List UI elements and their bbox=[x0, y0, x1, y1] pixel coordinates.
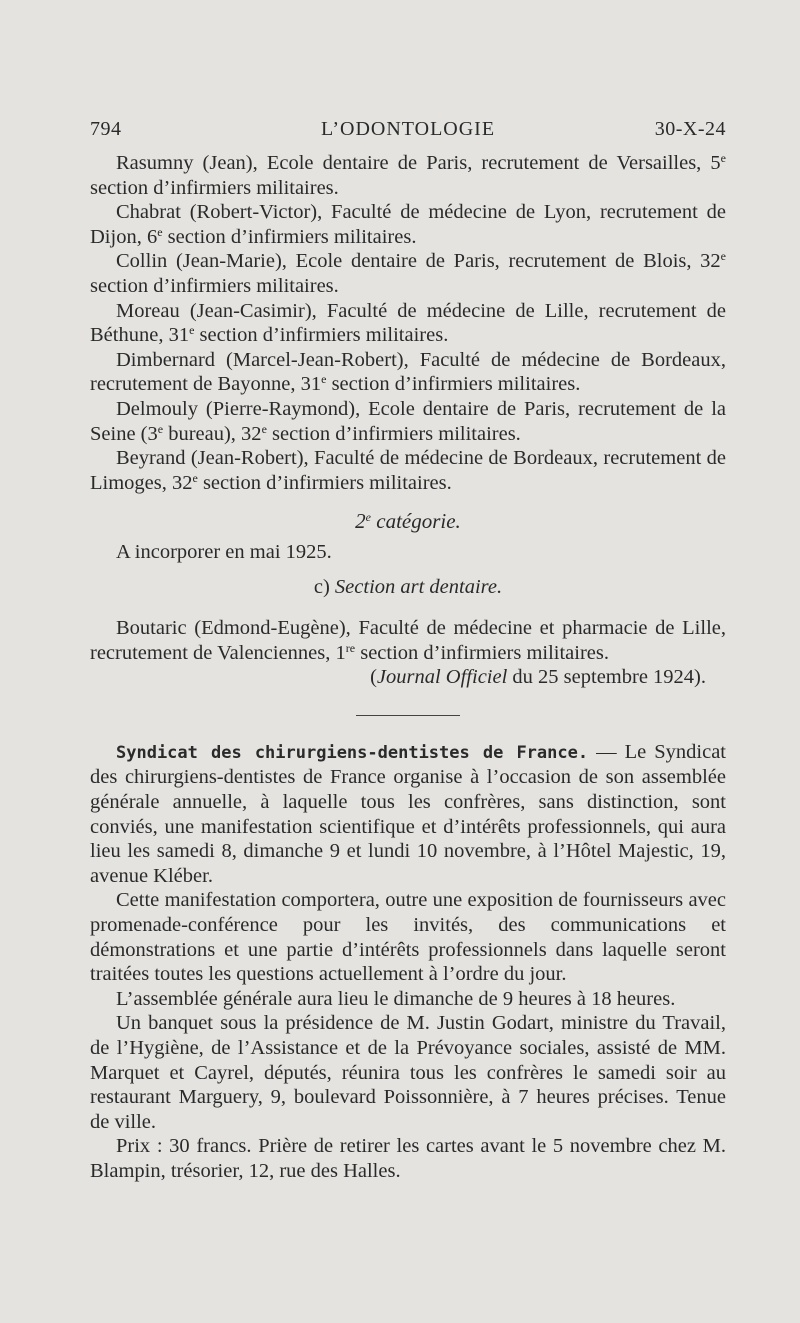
conscript-entry: Collin (Jean-Marie), Ecole dentaire de Paris, recrutement de Blois, 32e section d’infirmiers militaires. bbox=[90, 249, 726, 297]
conscript-entry: Chabrat (Robert-Victor), Faculté de médecine de Lyon, recrutement de Dijon, 6e section d’infirmiers militaires. bbox=[90, 201, 726, 248]
entry-list bbox=[90, 151, 726, 495]
syndicat-paragraph: Prix : 30 francs. Prière de retirer les cartes avant le 5 novembre chez M. Blampin, trésorier, 12, rue des Halles. bbox=[90, 1135, 726, 1182]
conscript-entry: Dimbernard (Marcel-Jean-Robert), Faculté de médecine de Bordeaux, recrutement de Bayonne, 31e section d’infirmiers militaires. bbox=[90, 348, 726, 396]
source-citation: (Journal Officiel du 25 septembre 1924). bbox=[370, 666, 706, 689]
syndicat-title: Syndicat des chirurgiens-dentistes de France. bbox=[116, 742, 589, 763]
conscript-entry: Rasumny (Jean), Ecole dentaire de Paris, recrutement de Versailles, 5e section d’infirmiers militaires. bbox=[90, 151, 726, 199]
page-body bbox=[90, 151, 726, 1184]
boutaric-entry: Boutaric (Edmond-Eugène), Faculté de médecine et pharmacie de Lille, recrutement de Valenciennes, 1re section d’infirmiers militaires. bbox=[90, 617, 726, 664]
incorporate-line: A incorporer en mai 1925. bbox=[116, 540, 332, 563]
syndicat-intro: Syndicat des chirurgiens-dentistes de France. — Le Syndicat des chirurgiens-dentistes de France organise à l’occasion de son assemblée générale annuelle, à laquelle tous les confrères, sans distinction, sont conviés, une manifestation scientifique et d’intérêts professionnels, qui aura lieu les samedi 8, dimanche 9 et lundi 10 novembre, à l’Hôtel Majestic, 19, avenue Kléber. bbox=[90, 740, 726, 887]
syndicat-paragraphs bbox=[90, 888, 726, 1183]
syndicat-paragraph: Un banquet sous la présidence de M. Justin Godart, ministre du Travail, de l’Hygiène, de l’Assistance et de la Prévoyance sociales, assisté de MM. Marquet et Cayrel, députés, réunira tous les confrères le samedi soir au restaurant Marguery, 9, boulevard Poissonnière, à 7 heures précises. Tenue de ville. bbox=[90, 1012, 726, 1133]
category-heading: 2e catégorie. bbox=[355, 509, 461, 534]
issue-date: 30-X-24 bbox=[654, 118, 726, 140]
syndicat-paragraph: L’assemblée générale aura lieu le dimanche de 9 heures à 18 heures. bbox=[116, 987, 676, 1010]
section-divider bbox=[356, 715, 460, 716]
section-heading: c) Section art dentaire. bbox=[313, 575, 503, 598]
conscript-entry: Moreau (Jean-Casimir), Faculté de médecine de Lille, recrutement de Béthune, 31e section d’infirmiers militaires. bbox=[90, 299, 726, 347]
conscript-entry: Beyrand (Jean-Robert), Faculté de médecine de Bordeaux, recrutement de Limoges, 32e section d’infirmiers militaires. bbox=[90, 447, 726, 494]
conscript-entry: Delmouly (Pierre-Raymond), Ecole dentaire de Paris, recrutement de la Seine (3e bureau), 32e section d’infirmiers militaires. bbox=[90, 397, 726, 445]
syndicat-paragraph: Cette manifestation comportera, outre une exposition de fournisseurs avec promenade-conférence pour les invités, des communications et démonstrations et une partie d’intérêts professionnels dans laquelle seront traitées toutes les questions actuellement à l’ordre du jour. bbox=[90, 889, 726, 986]
page-header bbox=[90, 118, 726, 148]
page-number: 794 bbox=[90, 118, 122, 140]
running-title: L’ODONTOLOGIE bbox=[320, 118, 496, 140]
